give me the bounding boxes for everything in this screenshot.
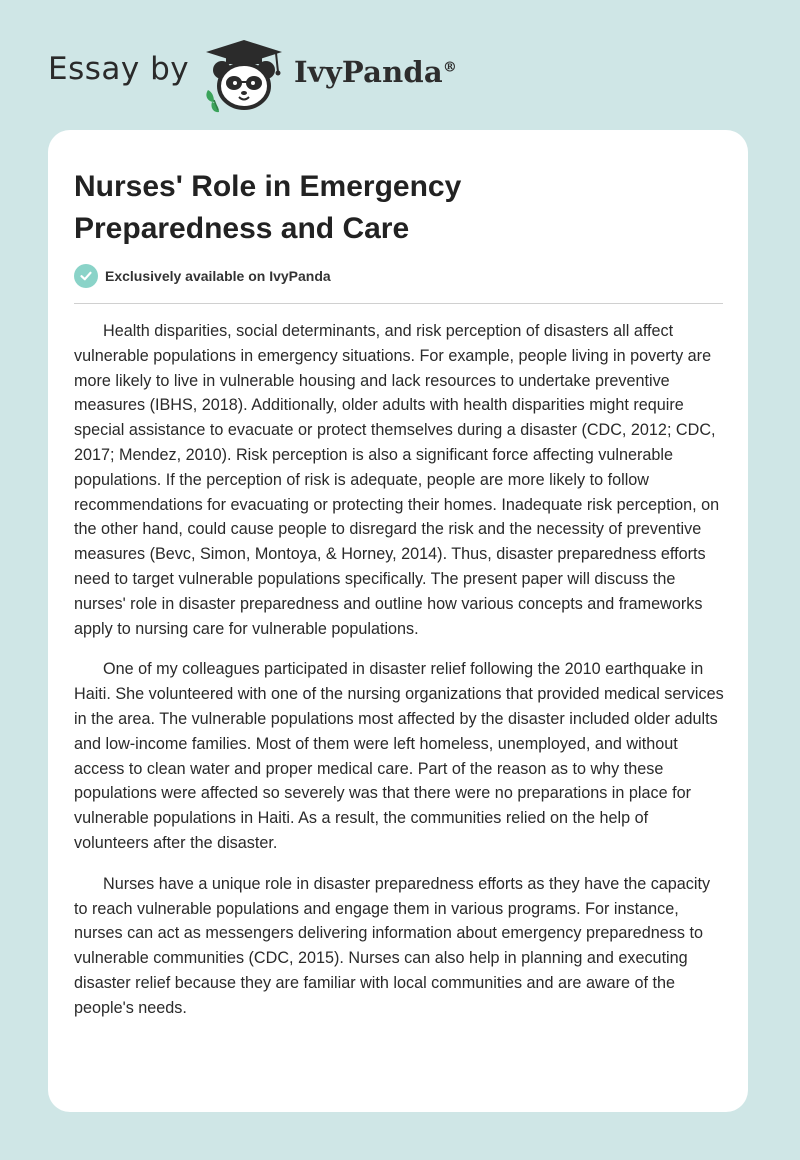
essay-by-label: Essay by (48, 51, 190, 87)
registered-mark: ® (442, 59, 458, 76)
paragraph: Nurses have a unique role in disaster preparedness efforts as they have the capacity to reach vulnerable populations and engage them in various programs. For instance, nurses can act as messengers delivering information about emergency preparedness to vulnerable communities (CDC, 2015). Nurses can also help in planning and executing disaster relief because they are familiar with local communities and are aware of the people's needs. (74, 874, 711, 1017)
divider (74, 303, 723, 304)
paragraph: One of my colleagues participated in disaster relief following the 2010 earthquake in Haiti. She volunteered with one of the nursing organizations that provided medical services in the area. The vulnerable populations most affected by the disaster included older adults and low-income families. Most of them were left homeless, unemployed, and without access to clean water and proper medical care. Part of the reason as to why these populations were affected so severely was that there were no preparations in place for vulnerable populations in Haiti. As a result, the communities relied on the help of volunteers after the disaster. (74, 660, 724, 852)
essay-card (48, 130, 748, 1112)
essay-title-line-2: Preparedness and Care (74, 212, 410, 245)
panda-graduate-icon (202, 36, 286, 114)
brand-text: IvyPanda (294, 55, 443, 89)
essay-body (74, 319, 726, 1037)
essay-title (74, 166, 674, 250)
exclusive-badge (74, 263, 331, 289)
exclusive-label: Exclusively available on IvyPanda (105, 268, 331, 284)
site-header (48, 30, 508, 110)
essay-title-line-1: Nurses' Role in Emergency (74, 170, 462, 203)
checkmark-icon (74, 264, 98, 288)
paragraph: Health disparities, social determinants, and risk perception of disasters all affect vulnerable populations in emergency situations. For example, people living in poverty are more likely to live in vulnerable housing and lack resources to undertake preventive measures (IBHS, 2018). Additionally, older adults with health disparities might require special assistance to evacuate or protect themselves during a disaster (CDC, 2012; CDC, 2017; Mendez, 2010). Risk perception is also a significant force affecting vulnerable populations. If the perception of risk is adequate, people are more likely to follow recommendations for evacuating or protecting their homes. Inadequate risk perception, on the other hand, could cause people to disregard the risk and the necessity of preventive measures (Bevc, Simon, Montoya, & Horney, 2014). Thus, disaster preparedness efforts need to target vulnerable populations specifically. The present paper will discuss the nurses' role in disaster preparedness and outline how various concepts and frameworks apply to nursing care for vulnerable populations. (74, 322, 720, 638)
brand-name[interactable] (294, 55, 457, 89)
